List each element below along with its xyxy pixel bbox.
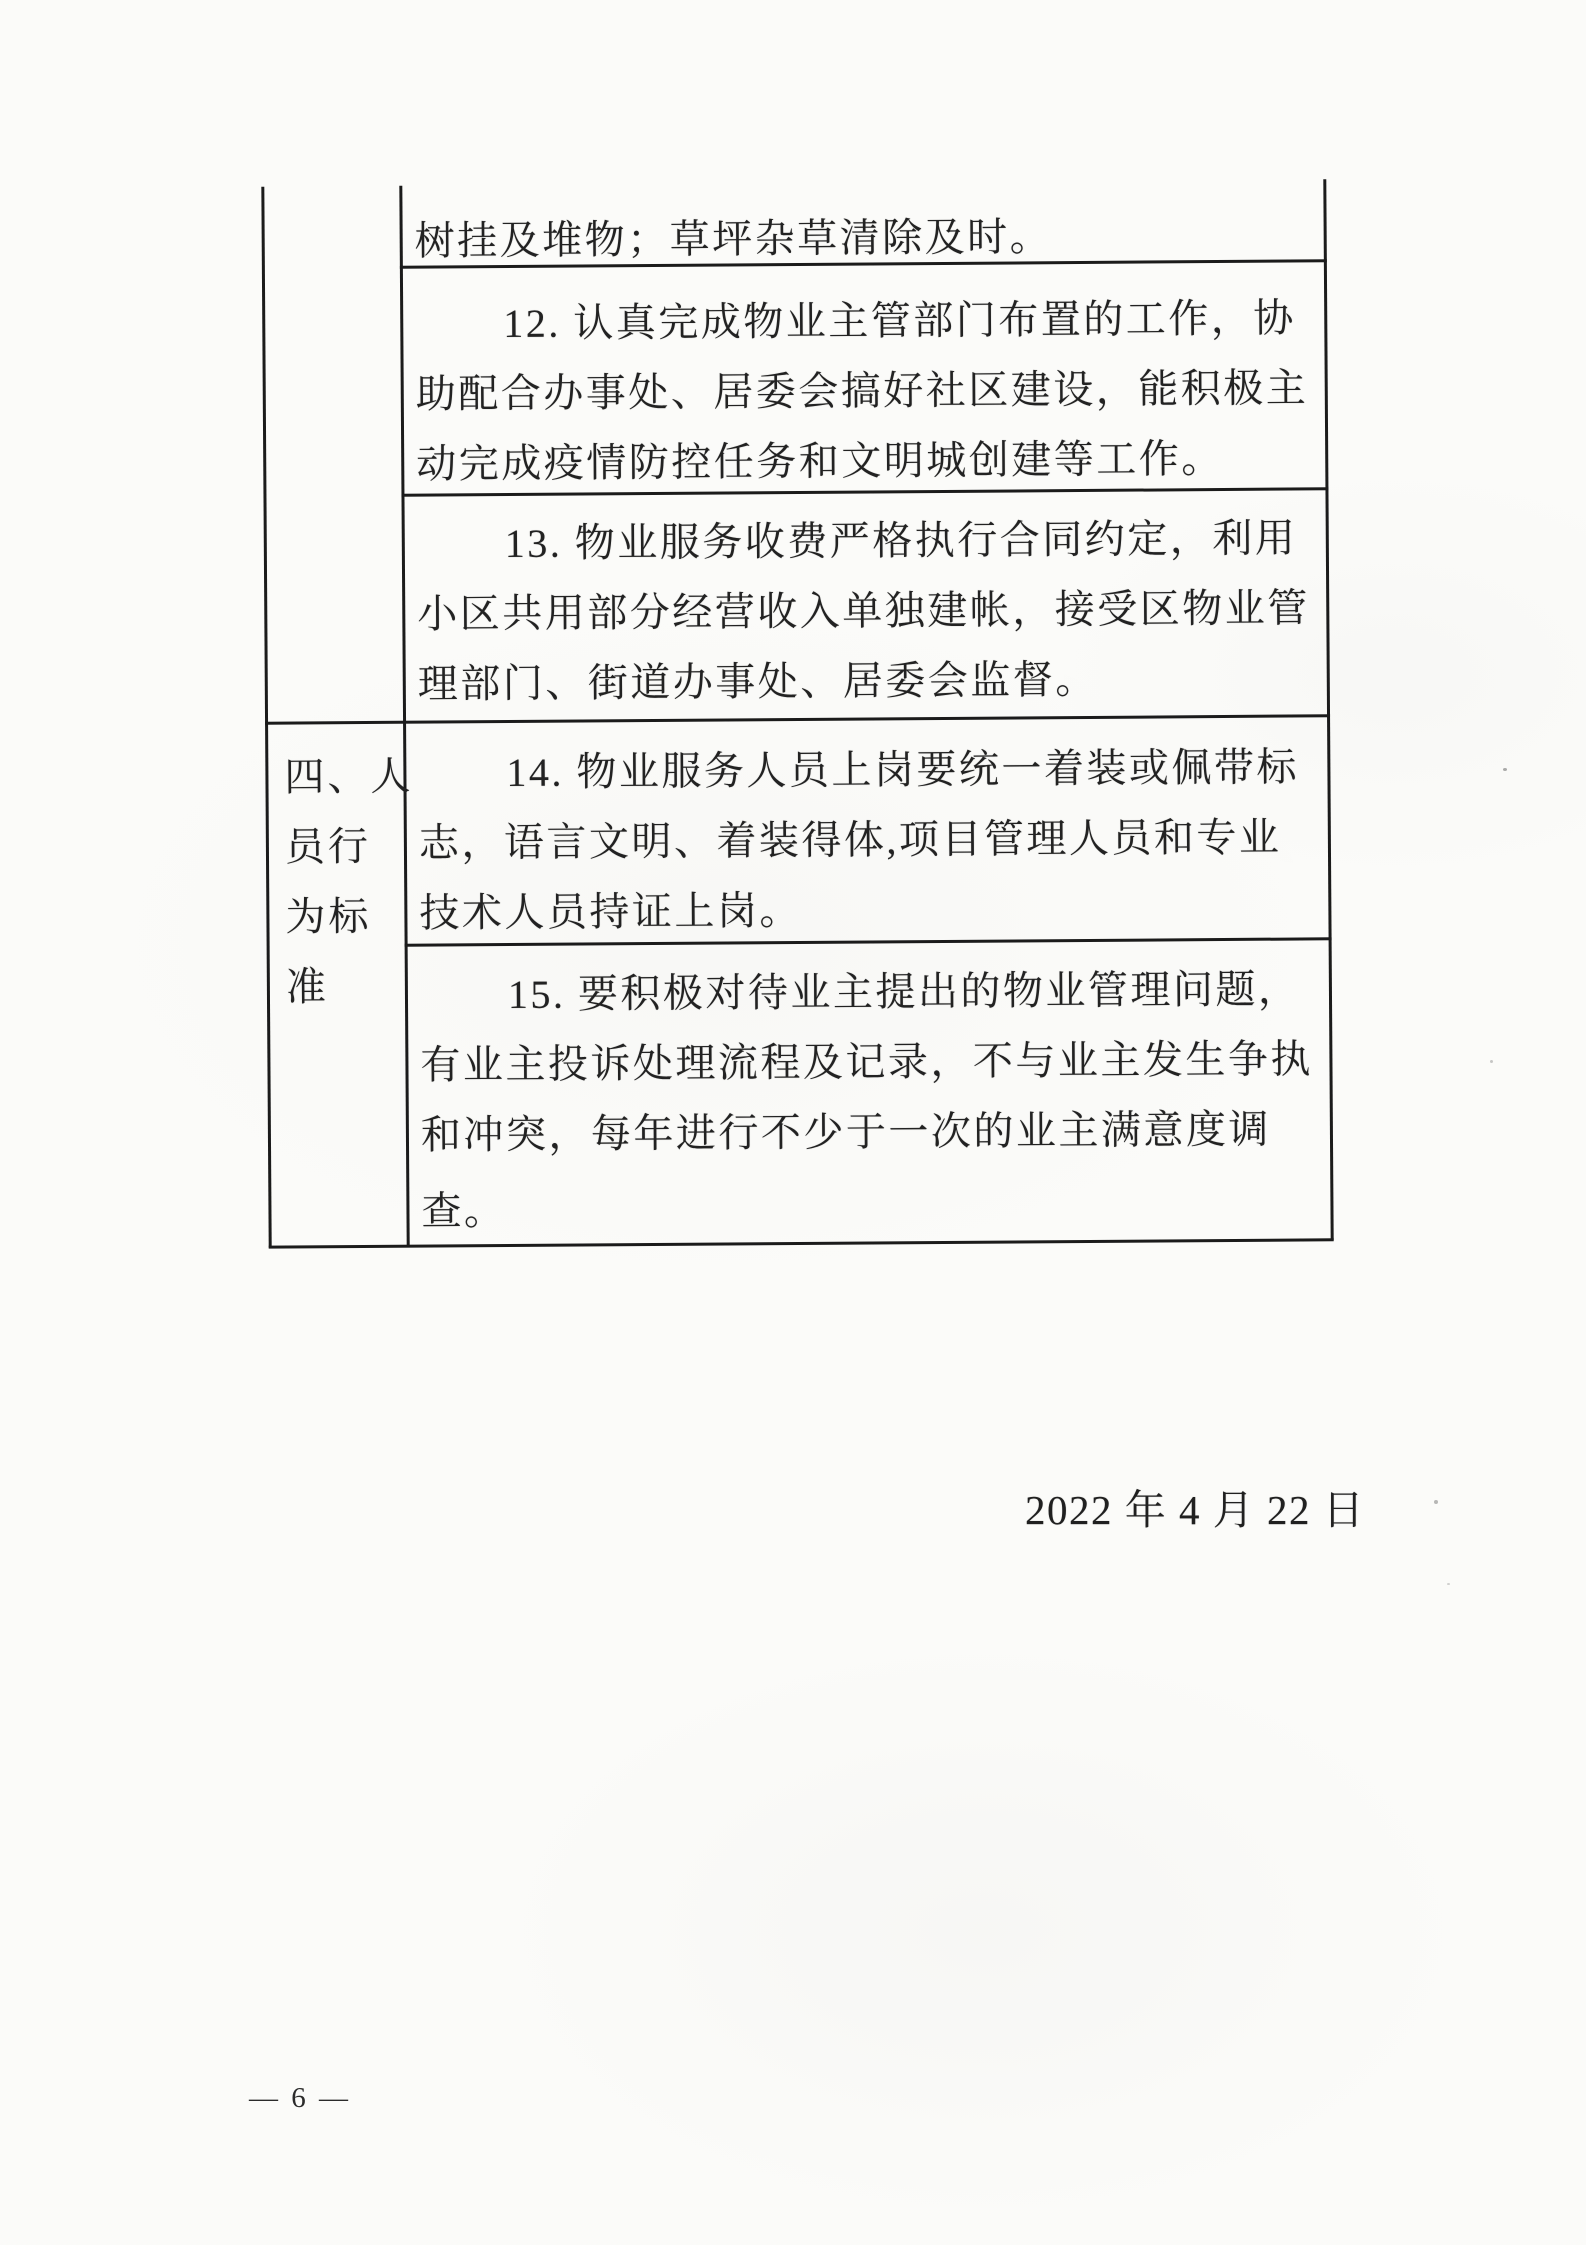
cell-text-line: 树挂及堆物；草坪杂草清除及时。 [414, 214, 1053, 264]
scan-artifact [1503, 768, 1507, 771]
row-divider-14-15 [405, 937, 1332, 946]
cell-text-line: 志，语言文明、着装得体,项目管理人员和专业 [418, 814, 1282, 866]
cell-text-line: 动完成疫情防控任务和文明城创建等工作。 [416, 436, 1224, 487]
page-number: — 6 — [249, 2082, 351, 2114]
table-border-right [1323, 179, 1333, 1240]
table-row-item-11-continuation [0, 0, 1581, 264]
cell-text-line: 查。 [421, 1188, 507, 1234]
header-line: 员行 [284, 823, 372, 870]
cell-text-line: 有业主投诉处理流程及记录，不与业主发生争执 [420, 1036, 1314, 1088]
cell-text-line: 助配合办事处、居委会搞好社区建设，能积极主 [415, 365, 1309, 417]
cell-text-line: 和冲突，每年进行不少于一次的业主满意度调 [420, 1106, 1272, 1158]
table-column-divider [399, 186, 409, 1247]
scan-artifact [1447, 1583, 1450, 1585]
scan-artifact [1434, 1500, 1438, 1504]
cell-text-line: 14. 物业服务人员上岗要统一着装或佩带标 [506, 744, 1300, 796]
cell-text-line: 13. 物业服务收费严格执行合同约定，利用 [504, 515, 1298, 567]
table-border-left [261, 187, 271, 1248]
cell-text-line: 12. 认真完成物业主管部门布置的工作，协 [503, 295, 1296, 347]
date-line: 2022 年 4 月 22 日 [1025, 1487, 1366, 1533]
row-divider-12-13 [401, 487, 1328, 496]
header-line: 准 [285, 964, 330, 1010]
cell-text-line: 技术人员持证上岗。 [419, 887, 803, 936]
cell-text-line: 理部门、街道办事处、居委会监督。 [417, 656, 1098, 707]
row-divider-13-14 [265, 714, 1330, 724]
cell-text-line: 小区共用部分经营收入单独建帐，接受区物业管 [417, 585, 1310, 637]
header-line: 为标 [285, 893, 372, 940]
table-border-bottom [269, 1238, 1334, 1248]
scan-artifact [1490, 1060, 1493, 1063]
header-line: 四、人 [284, 753, 414, 800]
cell-text-line: 15. 要积极对待业主提出的物业管理问题， [507, 966, 1301, 1018]
